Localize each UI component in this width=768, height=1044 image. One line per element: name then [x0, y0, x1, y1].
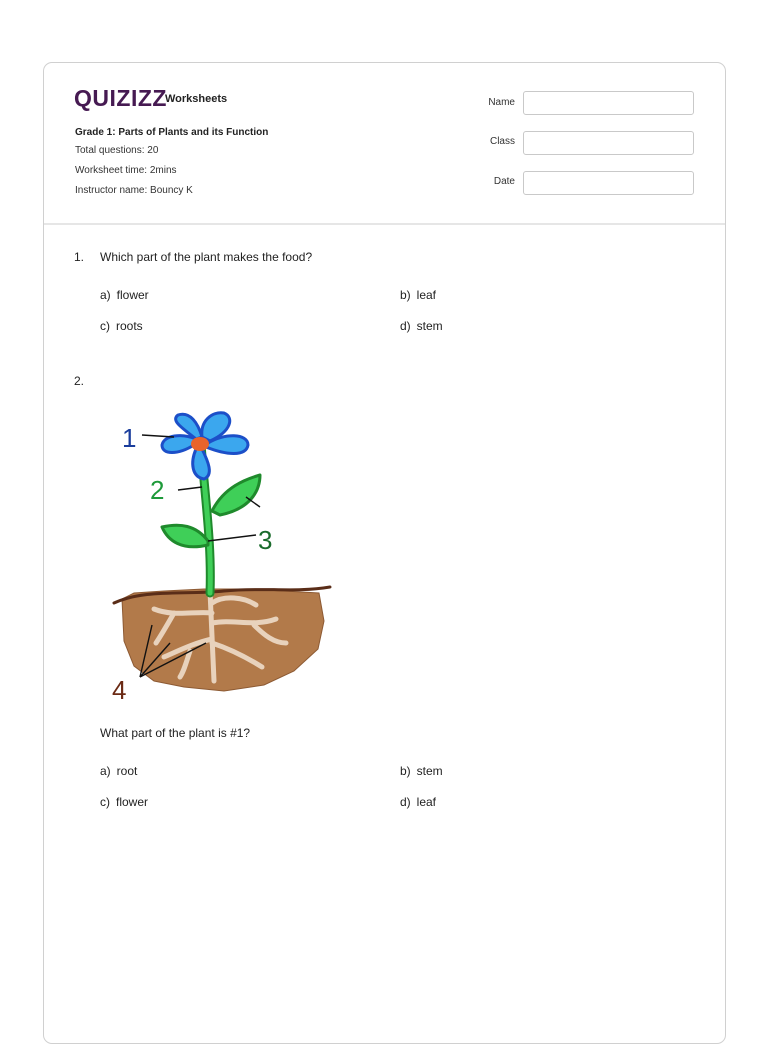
quizizz-logo: QUIZIZZ: [74, 85, 167, 111]
left-leaf: [162, 525, 208, 547]
diagram-label-1: 1: [122, 423, 137, 453]
total-questions: Total questions: 20: [75, 145, 159, 156]
q1-option-a[interactable]: a) flower: [100, 288, 149, 302]
date-field[interactable]: [523, 171, 694, 195]
instructor-name: Instructor name: Bouncy K: [75, 185, 193, 196]
q2-option-a[interactable]: a) root: [100, 764, 138, 778]
class-label: Class: [489, 136, 515, 147]
name-field[interactable]: [523, 91, 694, 115]
question-1-text: Which part of the plant makes the food?: [100, 250, 313, 264]
plant-diagram: [104, 381, 344, 711]
worksheet-header: [44, 63, 725, 225]
soil: [122, 589, 324, 691]
question-1-number: 1.: [74, 250, 85, 264]
q2-option-b[interactable]: b) stem: [400, 764, 443, 778]
name-label: Name: [488, 97, 515, 108]
q1-option-b[interactable]: b) leaf: [400, 288, 437, 302]
question-2-text: What part of the plant is #1?: [100, 726, 251, 740]
date-label: Date: [493, 176, 515, 187]
logo-subtitle: Worksheets: [165, 93, 228, 105]
q1-option-d[interactable]: d) stem: [400, 319, 443, 333]
question-2-number: 2.: [74, 374, 85, 388]
q1-option-c[interactable]: c) roots: [100, 319, 143, 333]
class-field[interactable]: [523, 131, 694, 155]
worksheet-page: [43, 62, 726, 1044]
q2-option-c[interactable]: c) flower: [100, 795, 149, 809]
diagram-label-2: 2: [150, 475, 165, 505]
q2-option-d[interactable]: d) leaf: [400, 795, 437, 809]
right-leaf: [212, 475, 260, 515]
worksheet-title: Grade 1: Parts of Plants and its Function: [75, 127, 269, 138]
worksheet-time: Worksheet time: 2mins: [75, 165, 177, 176]
diagram-label-3: 3: [258, 525, 273, 555]
flower: [162, 413, 248, 479]
diagram-label-4: 4: [112, 675, 127, 705]
